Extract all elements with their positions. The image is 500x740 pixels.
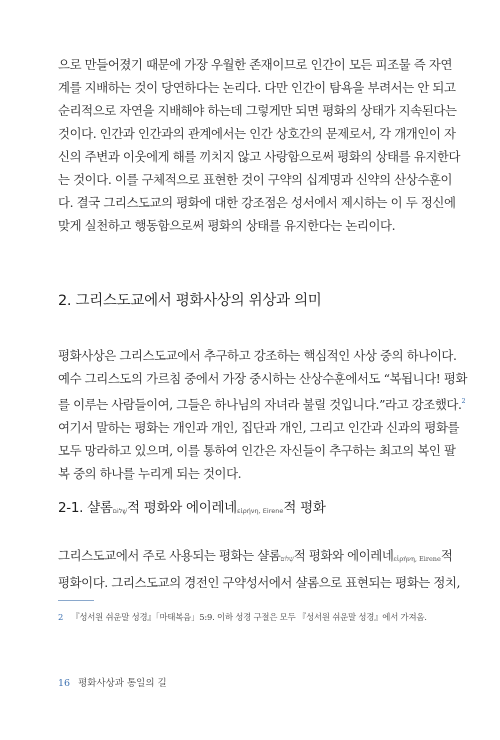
text-line: 순리적으로 자연을 지배해야 하는데 그렇게만 되면 평화의 상태가 지속된다는 — [58, 103, 457, 118]
text-line: 평화이다. 그리스도교의 경전인 구약성서에서 샬롬으로 표현되는 평화는 정치, — [58, 575, 461, 590]
text-line: 맞게 실천하고 행동함으로써 평화의 상태를 유지한다는 논리이다. — [58, 218, 396, 233]
text-line: 신의 주변과 이웃에게 해를 끼치지 않고 사랑함으로써 평화의 상태를 유지한다 — [58, 149, 461, 164]
text-line — [58, 544, 453, 571]
text-line: 으로 만들어졌기 때문에 가장 우월한 존재이므로 인간이 모든 피조물 즉 자연 — [58, 57, 453, 72]
text-line: 것이다. 인간과 인간과의 관계에서는 인간 상호간의 문제로서, 각 개개인이 자 — [58, 126, 456, 141]
page-number: 16 — [58, 678, 71, 689]
hebrew-annotation: שָׁלוֹם — [112, 507, 128, 515]
text-segment: 를 이루는 사람들이여, 그들은 하나님의 자녀라 불릴 것입니다.”라고 강조했다. — [58, 397, 462, 412]
text-segment: 그리스도교에서 주로 사용되는 평화는 샬롬 — [58, 548, 281, 563]
greek-annotation: εἰρήνη, Eirene — [236, 507, 284, 515]
text-line: 다. 결국 그리스도교의 평화에 대한 강조점은 성서에서 제시하는 이 두 정신에 — [58, 195, 456, 210]
heading-part: 적 평화 — [283, 500, 326, 516]
footnote-divider — [58, 600, 94, 601]
text-line: 평화사상은 그리스도교에서 추구하고 강조하는 핵심적인 사상 중의 하나이다. — [58, 348, 457, 363]
text-segment: 적 — [440, 548, 453, 563]
paragraph-peace-thought — [58, 344, 468, 485]
footnote — [58, 611, 448, 623]
heading-part: 적 평화와 에이레네 — [127, 500, 237, 516]
section-heading: 2. 그리스도교에서 평화사상의 위상과 의미 — [58, 293, 322, 309]
subsection-heading — [58, 496, 326, 516]
footnote-number: 2 — [58, 612, 64, 622]
footnote-reference[interactable]: 2 — [461, 397, 466, 405]
paragraph-continuation — [58, 53, 461, 237]
greek-annotation: εἰρήνη, Eirene — [393, 555, 441, 563]
running-title: 평화사상과 통일의 길 — [78, 678, 167, 689]
text-line: 여기서 말하는 평화는 개인과 개인, 집단과 개인, 그리고 인간과 신과의 평화를 — [58, 420, 460, 435]
text-line: 모두 망라하고 있으며, 이를 통하여 인간은 자신들이 추구하는 최고의 복인 팔 — [58, 443, 456, 458]
text-line: 예수 그리스도의 가르침 중에서 가장 중시하는 산상수훈에서도 “복됩니다! 평화 — [58, 371, 468, 386]
text-line: 계를 지배하는 것이 당연하다는 논리다. 다만 인간이 탐욕을 부려서는 안 되고 — [58, 80, 456, 95]
text-line: 는 것이다. 이를 구체적으로 표현한 것이 구약의 십계명과 신약의 산상수훈이 — [58, 172, 453, 187]
footnote-text: 『성서원 쉬운말 성경』「마태복음」5:9. 이하 성경 구절은 모두 『성서원 쉬운말 성경』에서 가져옴. — [71, 612, 427, 622]
heading-part: 2-1. 샬롬 — [58, 500, 113, 516]
hebrew-annotation: שָׁלוֹם — [280, 555, 294, 563]
text-line: 복 중의 하나를 누리게 되는 것이다. — [58, 466, 242, 481]
text-line — [58, 390, 466, 416]
text-segment: 적 평화와 에이레네 — [293, 548, 394, 563]
page-footer — [58, 675, 167, 689]
paragraph-shalom-eirene — [58, 544, 461, 594]
